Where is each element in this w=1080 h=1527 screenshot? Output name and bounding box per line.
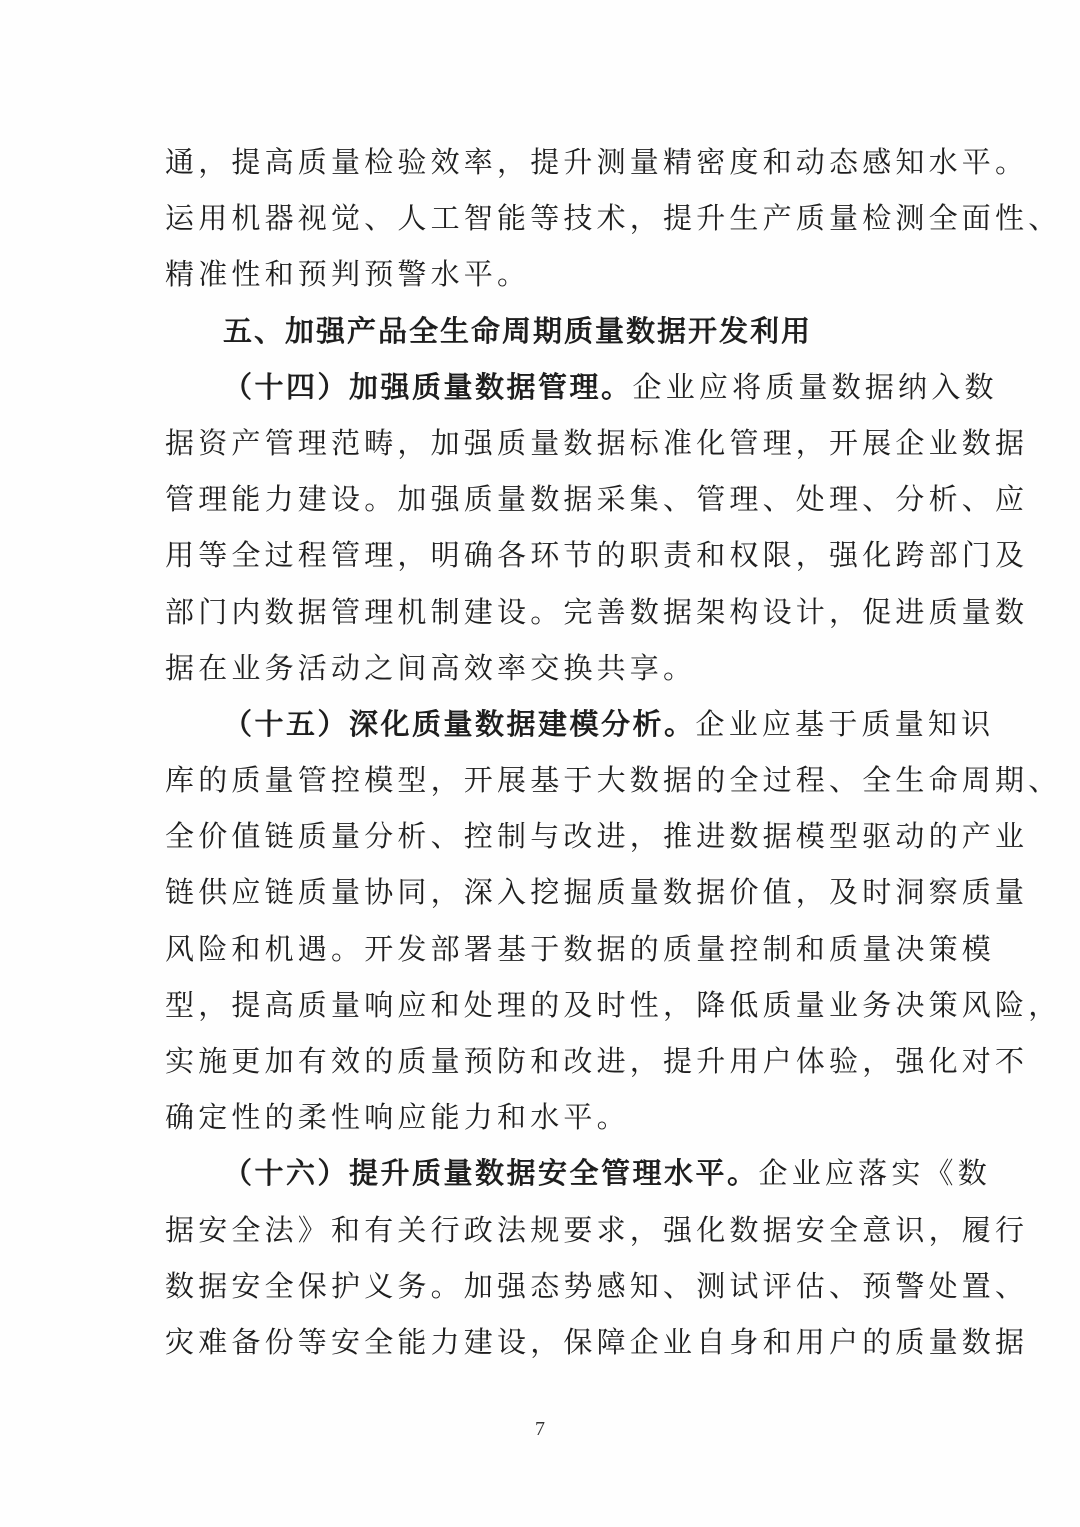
- text-line: 链供应链质量协同，深入挖掘质量数据价值，及时洞察质量: [165, 875, 1029, 910]
- paragraph-text: 企业应落实《数: [758, 1156, 991, 1191]
- paragraph-first-line: [165, 696, 995, 752]
- text-line: 风险和机遇。开发部署基于数据的质量控制和质量决策模: [165, 931, 996, 966]
- text-line: 据安全法》和有关行政法规要求，强化数据安全意识，履行: [165, 1212, 1029, 1247]
- paragraph-first-line: [165, 1145, 991, 1201]
- paragraph-first-line: [165, 359, 998, 415]
- text-line: 确定性的柔性响应能力和水平。: [165, 1100, 630, 1135]
- text-line: 据资产管理范畴，加强质量数据标准化管理，开展企业数据: [165, 425, 1029, 460]
- text-line: 库的质量管控模型，开展基于大数据的全过程、全生命周期、: [165, 763, 1062, 798]
- page-number: 7: [535, 1418, 545, 1440]
- text-line: 全价值链质量分析、控制与改进，推进数据模型驱动的产业: [165, 819, 1029, 854]
- section-heading: 五、加强产品全生命周期质量数据开发利用: [223, 313, 813, 348]
- paragraph-text: 企业应将质量数据纳入数: [632, 369, 998, 404]
- text-line: 运用机器视觉、人工智能等技术，提升生产质量检测全面性、: [165, 201, 1062, 236]
- paragraph-title: （十五）深化质量数据建模分析。: [223, 706, 696, 741]
- text-line: 灾难备份等安全能力建设，保障企业自身和用户的质量数据: [165, 1324, 1029, 1359]
- text-line: 用等全过程管理，明确各环节的职责和权限，强化跨部门及: [165, 538, 1029, 573]
- text-line: 通，提高质量检验效率，提升测量精密度和动态感知水平。: [165, 145, 1029, 179]
- text-line: 据在业务活动之间高效率交换共享。: [165, 650, 697, 685]
- text-line: 精准性和预判预警水平。: [165, 257, 531, 292]
- text-line: 部门内数据管理机制建设。完善数据架构设计，促进质量数: [165, 594, 1029, 629]
- paragraph-title: （十四）加强质量数据管理。: [223, 369, 633, 404]
- text-line: 实施更加有效的质量预防和改进，提升用户体验，强化对不: [165, 1044, 1029, 1078]
- text-line: 型，提高质量响应和处理的及时性，降低质量业务决策风险，: [165, 987, 1062, 1022]
- page-body: [165, 134, 1062, 1370]
- text-line: 数据安全保护义务。加强态势感知、测试评估、预警处置、: [165, 1268, 1029, 1303]
- text-line: 管理能力建设。加强质量数据采集、管理、处理、分析、应: [165, 482, 1029, 517]
- paragraph-title: （十六）提升质量数据安全管理水平。: [223, 1156, 759, 1191]
- paragraph-text: 企业应基于质量知识: [695, 706, 995, 741]
